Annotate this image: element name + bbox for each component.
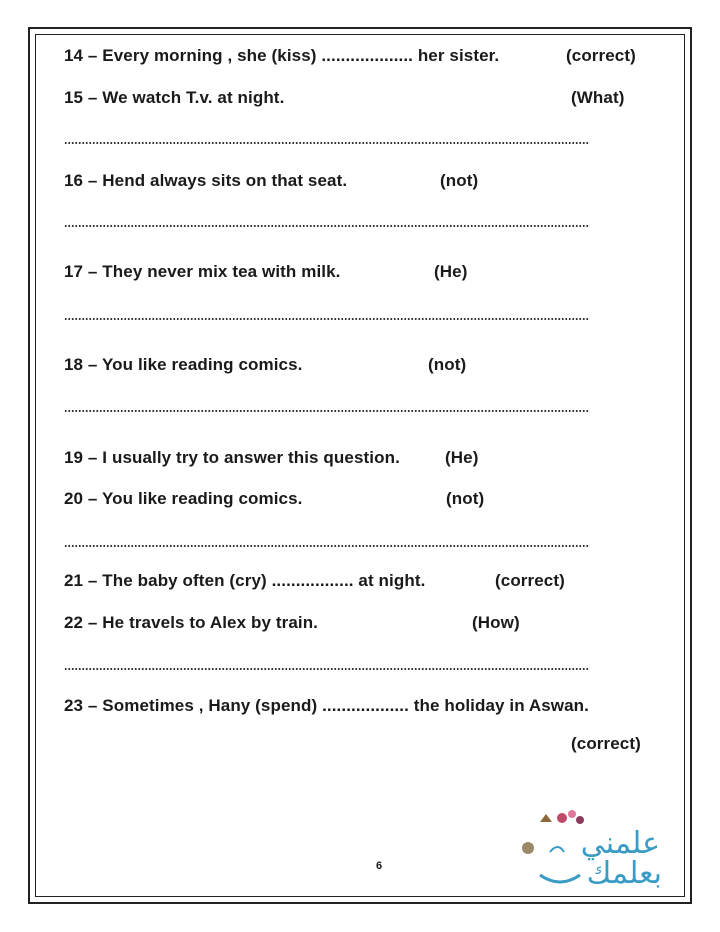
question-15-hint: (What) — [571, 88, 625, 107]
page-number: 6 — [376, 860, 383, 872]
question-20-hint: (not) — [446, 489, 485, 508]
question-15: 15 – We watch T.v. at night. — [64, 88, 285, 107]
answer-line-17[interactable] — [64, 318, 590, 320]
question-19-hint: (He) — [445, 448, 479, 467]
question-22: 22 – He travels to Alex by train. — [64, 613, 318, 632]
answer-line-18[interactable] — [64, 410, 590, 412]
question-20: 20 – You like reading comics. — [64, 489, 303, 508]
question-23: 23 – Sometimes , Hany (spend) .................. the holiday in Aswan. — [64, 696, 589, 715]
logo-text-line2: بعلمك — [586, 856, 662, 891]
question-14: 14 – Every morning , she (kiss) ................... her sister. — [64, 46, 500, 65]
logo — [510, 800, 670, 895]
question-16-hint: (not) — [440, 171, 479, 190]
answer-line-22[interactable] — [64, 668, 590, 670]
logo-text-line1: علمني — [580, 826, 660, 861]
answer-line-16[interactable] — [64, 225, 590, 227]
question-18: 18 – You like reading comics. — [64, 355, 303, 374]
question-23-hint: (correct) — [571, 734, 641, 753]
question-17: 17 – They never mix tea with milk. — [64, 262, 341, 281]
question-21-hint: (correct) — [495, 571, 565, 590]
question-21: 21 – The baby often (cry) ................. at night. — [64, 571, 426, 590]
question-22-hint: (How) — [472, 613, 520, 632]
question-14-hint: (correct) — [566, 46, 636, 65]
answer-line-20[interactable] — [64, 545, 590, 547]
question-19: 19 – I usually try to answer this question. — [64, 448, 400, 467]
question-17-hint: (He) — [434, 262, 468, 281]
question-18-hint: (not) — [428, 355, 467, 374]
answer-line-15[interactable] — [64, 142, 590, 144]
question-16: 16 – Hend always sits on that seat. — [64, 171, 348, 190]
